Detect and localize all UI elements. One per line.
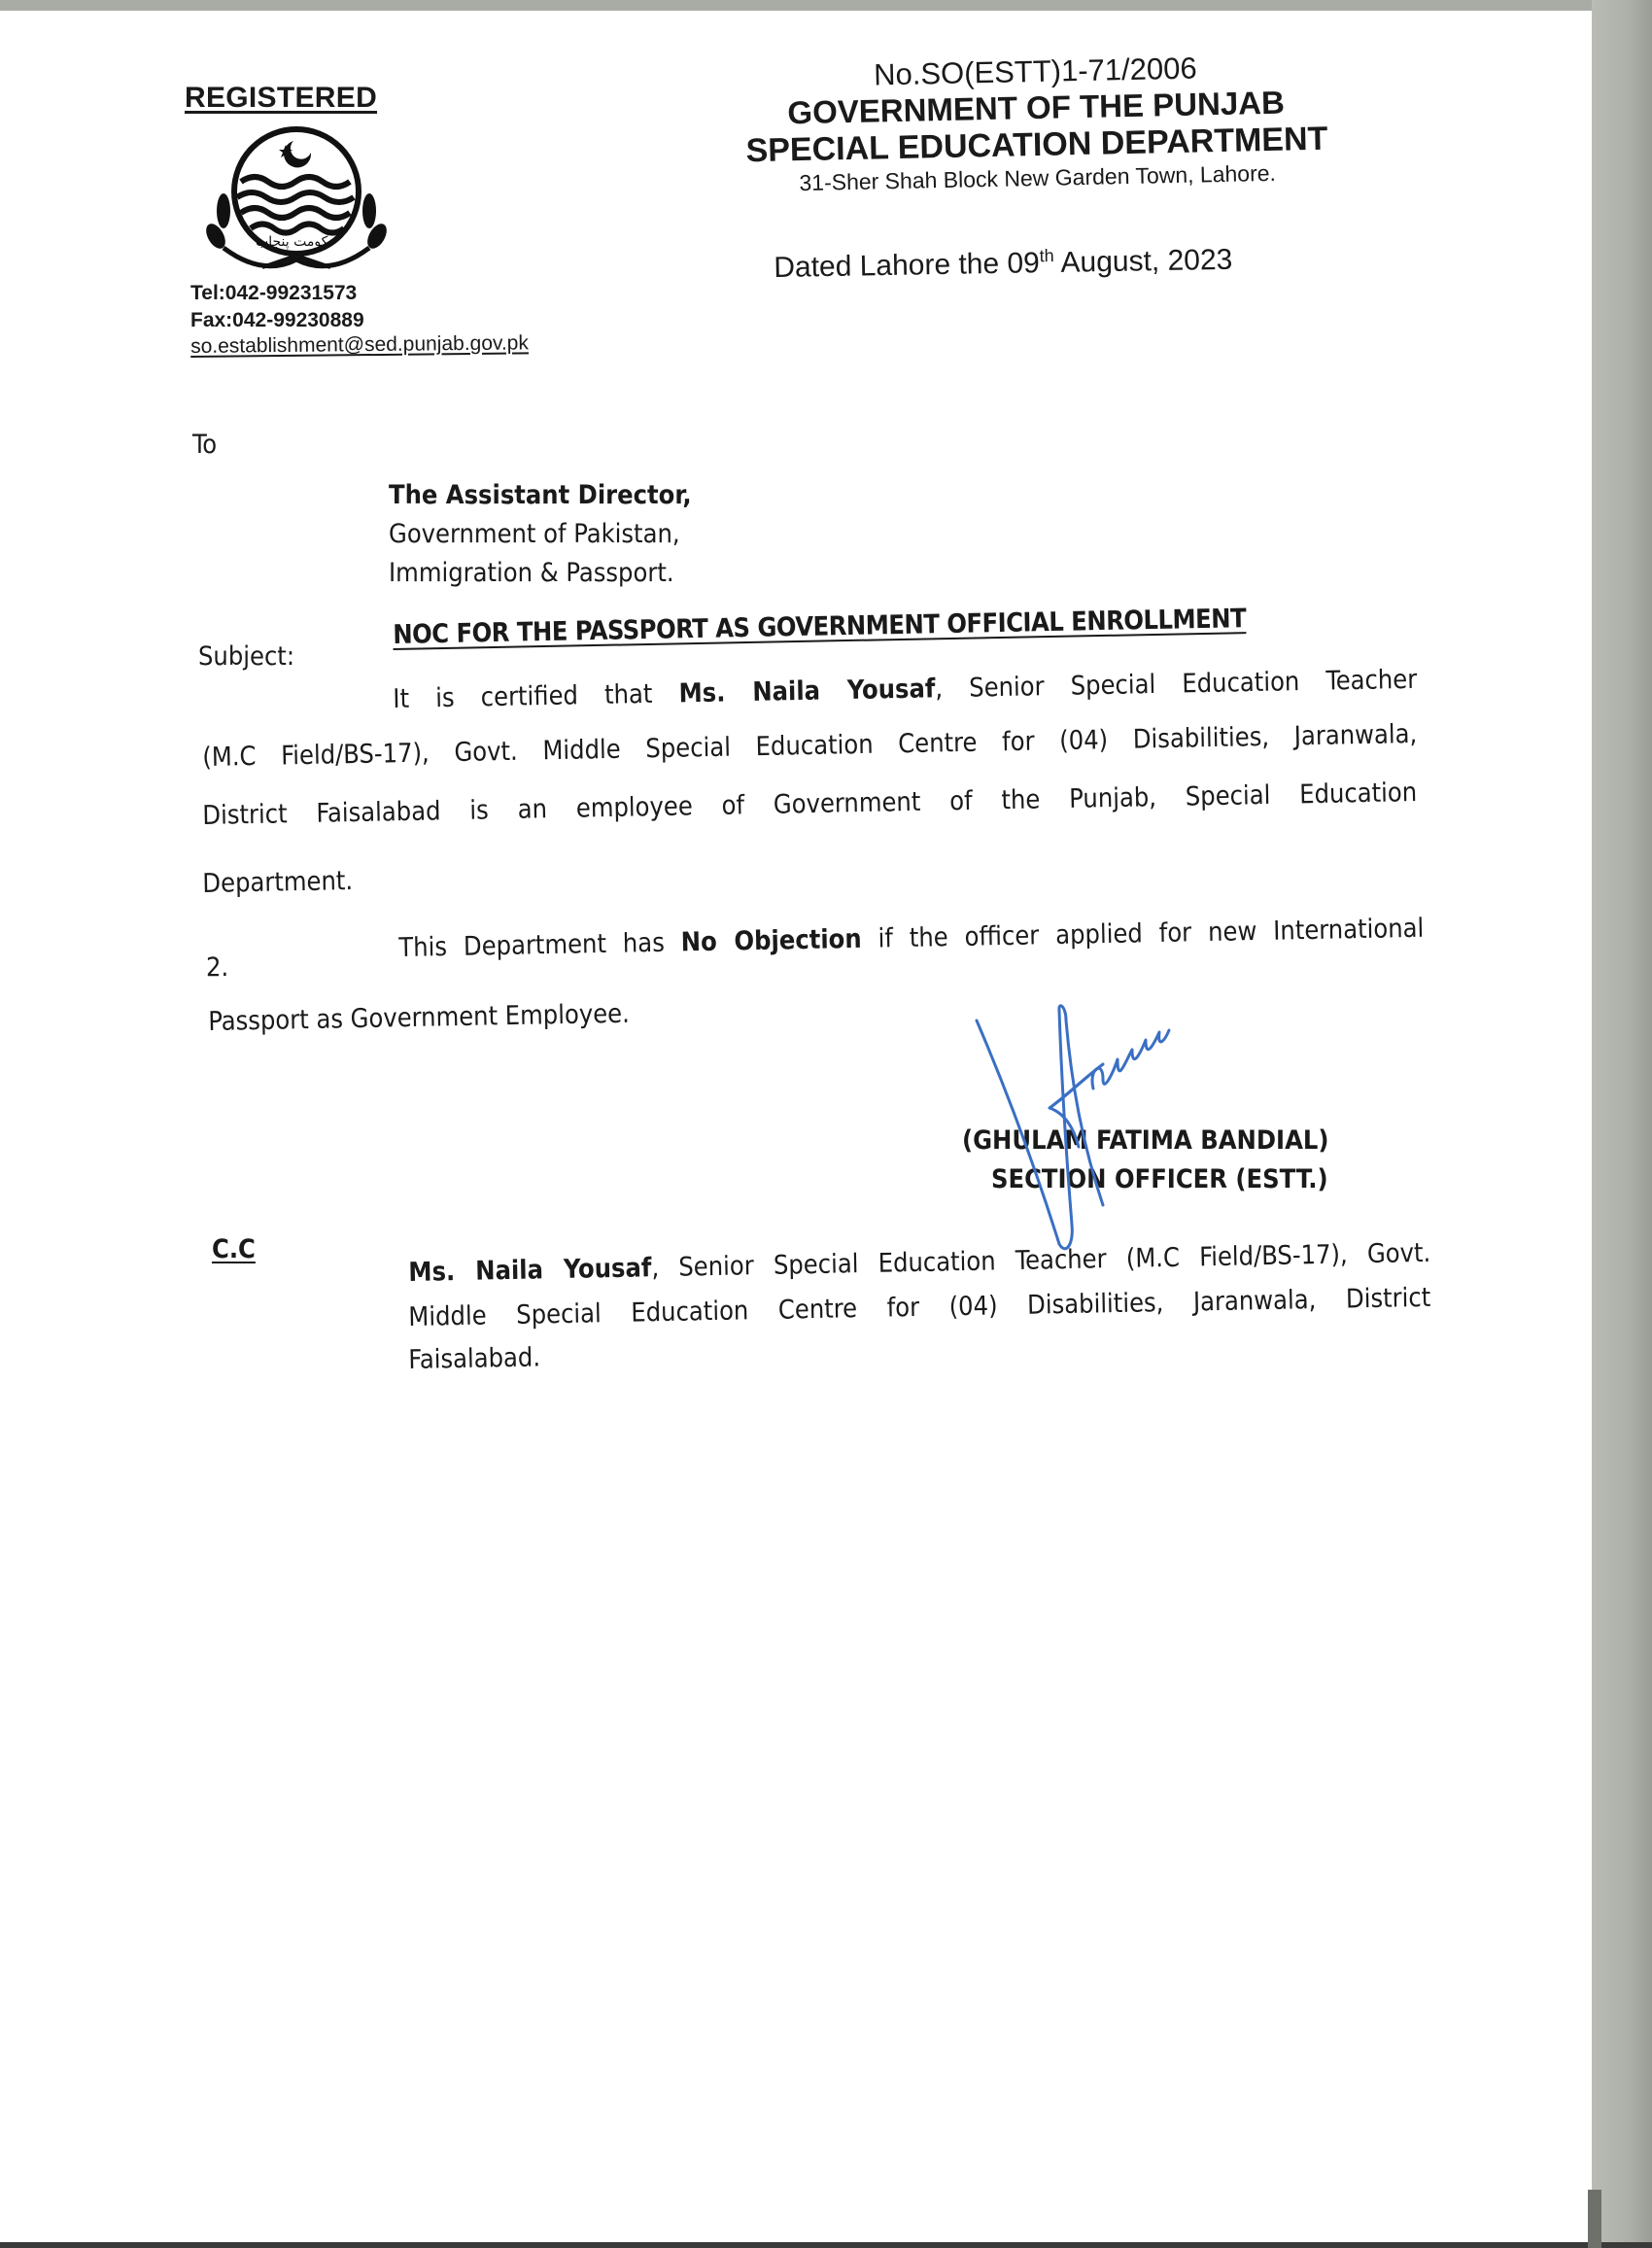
date-prefix: Dated Lahore the 09 [774, 247, 1041, 284]
scan-border-bottom [0, 2242, 1652, 2248]
registered-label: REGISTERED [185, 82, 378, 114]
fax-number: Fax:042-99230889 [190, 309, 364, 331]
paragraph-2-number: 2. [206, 952, 229, 983]
punjab-government-logo-icon [204, 121, 389, 277]
cc-line-2: Middle Special Education Centre for (04) Disabilities, Jaranwala, District [408, 1282, 1431, 1332]
addressee-title: The Assistant Director, [389, 480, 692, 510]
cc-text: , Senior Special Education Teacher (M.C Field/BS-17), Govt. [651, 1237, 1431, 1284]
paragraph-1-line-2: (M.C Field/BS-17), Govt. Middle Special Education Centre for (04) Disabilities, Jaranwala, [202, 719, 1418, 773]
subject-text: NOC FOR THE PASSPORT AS GOVERNMENT OFFICIAL ENROLLMENT [393, 604, 1247, 650]
employee-name: Ms. Naila Yousaf [678, 674, 936, 709]
p2-text: if the officer applied for new International [861, 913, 1425, 954]
email-link[interactable]: so.establishment@sed.punjab.gov.pk [190, 331, 530, 358]
telephone-number: Tel:042-99231573 [190, 282, 358, 304]
paragraph-2-line-2: Passport as Government Employee. [208, 998, 631, 1037]
paragraph-1-line-4: Department. [202, 866, 354, 899]
addressee-block [389, 476, 692, 593]
cc-label: C.C [212, 1234, 256, 1264]
paragraph-1-line-1 [393, 661, 1418, 719]
paragraph-2-line-1 [398, 910, 1425, 968]
logo-urdu-text: حکومت پنجاب [256, 234, 337, 250]
date-ordinal: th [1039, 245, 1054, 266]
no-objection-text: No Objection [680, 923, 862, 958]
handwritten-signature [957, 1001, 1220, 1254]
date-suffix: August, 2023 [1053, 243, 1233, 279]
p1-text: It is certified that [393, 678, 679, 714]
signatory-title: SECTION OFFICER (ESTT.) [991, 1164, 1328, 1194]
cc-recipient-name: Ms. Naila Yousaf [408, 1253, 652, 1288]
reference-number: No.SO(ESTT)1-71/2006 [873, 51, 1197, 92]
cc-line-3: Faisalabad. [408, 1342, 541, 1375]
date-line [774, 243, 1233, 285]
government-title: GOVERNMENT OF THE PUNJAB [787, 84, 1286, 131]
scan-border-top [0, 0, 1652, 11]
scan-border-right [1592, 0, 1652, 2248]
department-title: SPECIAL EDUCATION DEPARTMENT [745, 120, 1328, 170]
subject-label: Subject: [198, 641, 295, 672]
addressee-org: Government of Pakistan, [389, 519, 680, 549]
p2-text: This Department has [398, 927, 682, 963]
scan-corner-shadow [1588, 2190, 1601, 2248]
to-label: To [192, 430, 218, 460]
letterhead-header [719, 48, 1354, 199]
paragraph-1-line-3: District Faisalabad is an employee of Government of the Punjab, Special Education [202, 778, 1418, 831]
p1-text: , Senior Special Education Teacher [935, 664, 1418, 705]
addressee-dept: Immigration & Passport. [389, 558, 674, 588]
signatory-name: (GHULAM FATIMA BANDIAL) [962, 1125, 1329, 1156]
department-address: 31-Sher Shah Block New Garden Town, Lahore. [799, 159, 1277, 196]
